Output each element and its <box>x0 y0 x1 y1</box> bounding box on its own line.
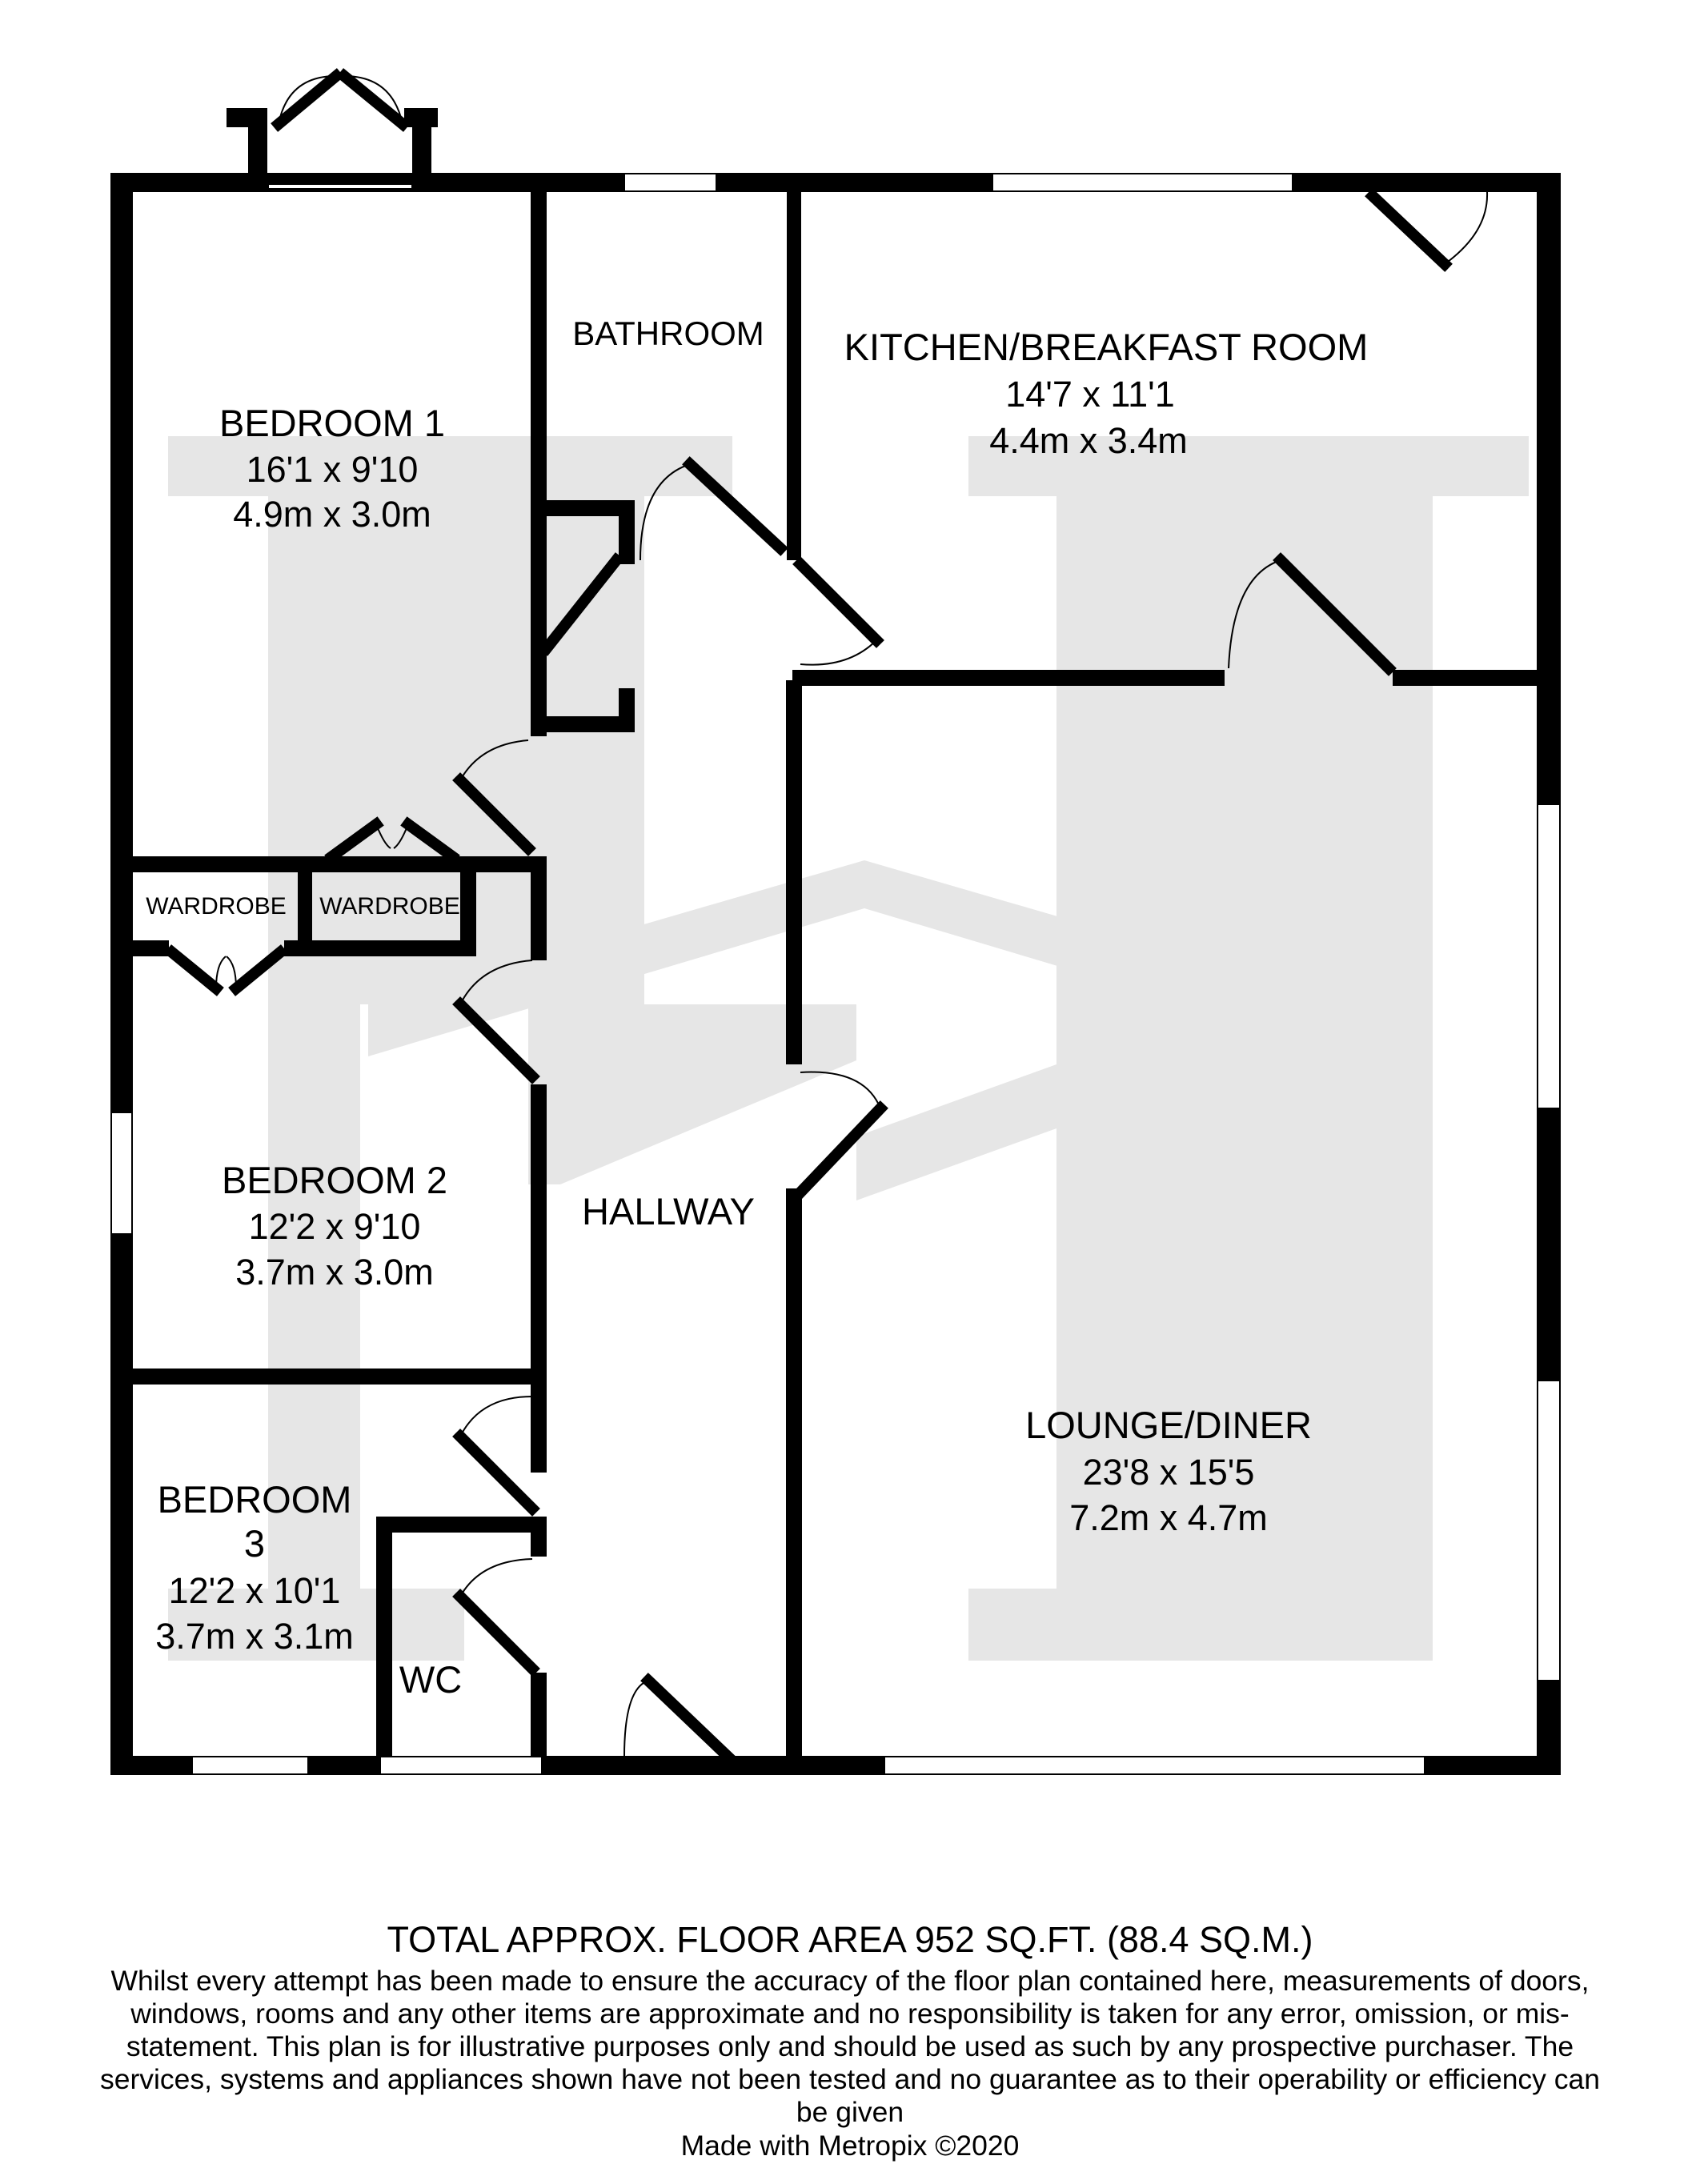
footer <box>0 1917 1700 2162</box>
lounge-imperial: 23'8 x 15'5 <box>1082 1452 1255 1493</box>
bedroom2-metric: 3.7m x 3.0m <box>235 1252 434 1292</box>
bedroom3-name-line1: BEDROOM <box>157 1478 352 1521</box>
kitchen-metric: 4.4m x 3.4m <box>989 420 1188 461</box>
total-floor-area: TOTAL APPROX. FLOOR AREA 952 SQ.FT. (88.4 SQ.M.) <box>387 1919 1313 1960</box>
kitchen-name: KITCHEN/BREAKFAST ROOM <box>844 326 1369 368</box>
credit-text: Made with Metropix ©2020 <box>680 2130 1020 2162</box>
bathroom-name: BATHROOM <box>572 315 764 352</box>
window-lounge-side-lower <box>1538 1381 1560 1681</box>
bedroom1-imperial: 16'1 x 9'10 <box>246 449 419 490</box>
window-bathroom <box>624 174 716 191</box>
window-bedroom2 <box>111 1112 132 1234</box>
bedroom3-imperial: 12'2 x 10'1 <box>168 1570 341 1611</box>
window-lounge-side-upper <box>1538 804 1560 1108</box>
disclaimer-text: Whilst every attempt has been made to ensure the accuracy of the floor plan contained here, measurements of doors, windows, rooms and any other items are approximate and no responsibility is taken for any error, omission, or mis-statement. This plan is for illustrative purposes only and should be used as such by any prospective purchaser. The services, systems and appliances shown have not been tested and no guarantee as to their operability or efficiency can be given <box>99 1965 1601 2128</box>
hallway-name: HALLWAY <box>582 1190 755 1232</box>
bedroom2-name: BEDROOM 2 <box>221 1159 448 1201</box>
lounge-metric: 7.2m x 4.7m <box>1069 1497 1268 1538</box>
bedroom3-name-line2: 3 <box>243 1522 266 1565</box>
wc-name: WC <box>399 1658 463 1701</box>
window-bay-front <box>268 184 412 189</box>
window-wc <box>380 1757 542 1774</box>
bedroom1-metric: 4.9m x 3.0m <box>233 494 431 535</box>
window-kitchen <box>992 174 1293 191</box>
wardrobe1-name: WARDROBE <box>146 893 287 920</box>
bedroom3-metric: 3.7m x 3.1m <box>155 1616 354 1657</box>
bedroom1-name: BEDROOM 1 <box>219 402 446 444</box>
kitchen-imperial: 14'7 x 11'1 <box>1005 374 1175 415</box>
bedroom2-imperial: 12'2 x 9'10 <box>248 1206 421 1247</box>
window-lounge-front <box>884 1757 1425 1774</box>
window-bedroom3 <box>192 1757 308 1774</box>
wardrobe2-name: WARDROBE <box>319 893 460 920</box>
lounge-name: LOUNGE/DINER <box>1025 1404 1312 1446</box>
